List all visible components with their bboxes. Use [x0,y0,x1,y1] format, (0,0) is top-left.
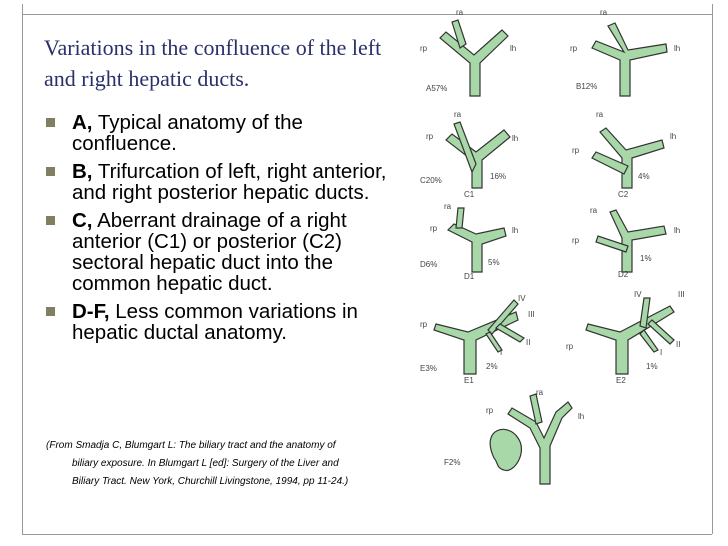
diagram-c1-figure [420,110,530,200]
bullet-item-a: A, Typical anatomy of the confluence. [46,112,406,154]
frame-left-line [22,4,23,534]
diagram-a: ra rp lh A57% [420,8,530,98]
slide-title: Variations in the confluence of the left and right hepatic ducts. [44,35,382,91]
frame-bottom-line [22,534,712,535]
diagram-e2: IV III II I rp 1% E2 [566,290,692,386]
diagram-d2-figure [570,202,690,292]
bullet-list [46,112,406,350]
diagram-d2: ra rp lh 1% D2 [570,202,690,292]
diagram-e2-figure [566,290,692,386]
citation: (From Smadja C, Blumgart L: The biliary tract and the anatomy of biliary exposure. In Blumgart L [ed]: Surgery of the Liver and Biliary Tract. New York, Churchill Livingstone, 1994, pp 11-24.) [46,440,349,487]
diagram-d1-figure [420,202,530,292]
bullet-item-b: B, Trifurcation of left, right anterior, and right posterior hepatic ducts. [46,161,406,203]
diagram-c2: ra rp lh 4% C2 [570,110,690,200]
frame-right-line [712,4,713,534]
square-bullet-icon [46,216,55,225]
diagram-c1: ra rp lh C20% 16% C1 [420,110,530,200]
diagram-e1: IV III II I rp E3% 2% E1 [420,290,540,386]
diagram-f2: ra rp lh F2% [444,388,594,488]
diagram-d1: ra rp lh D6% 5% D1 [420,202,530,292]
diagram-c2-figure [570,110,690,200]
diagram-b: ra rp lh B12% [570,8,690,98]
diagram-e1-figure [420,290,540,386]
bullet-item-df: D-F, Less common variations in hepatic ductal anatomy. [46,301,406,343]
diagram-f2-figure [444,388,594,488]
bullet-item-c: C, Aberrant drainage of a right anterior (C1) or posterior (C2) sectoral hepatic duct into the common hepatic duct. [46,210,406,294]
square-bullet-icon [46,167,55,176]
square-bullet-icon [46,307,55,316]
square-bullet-icon [46,118,55,127]
